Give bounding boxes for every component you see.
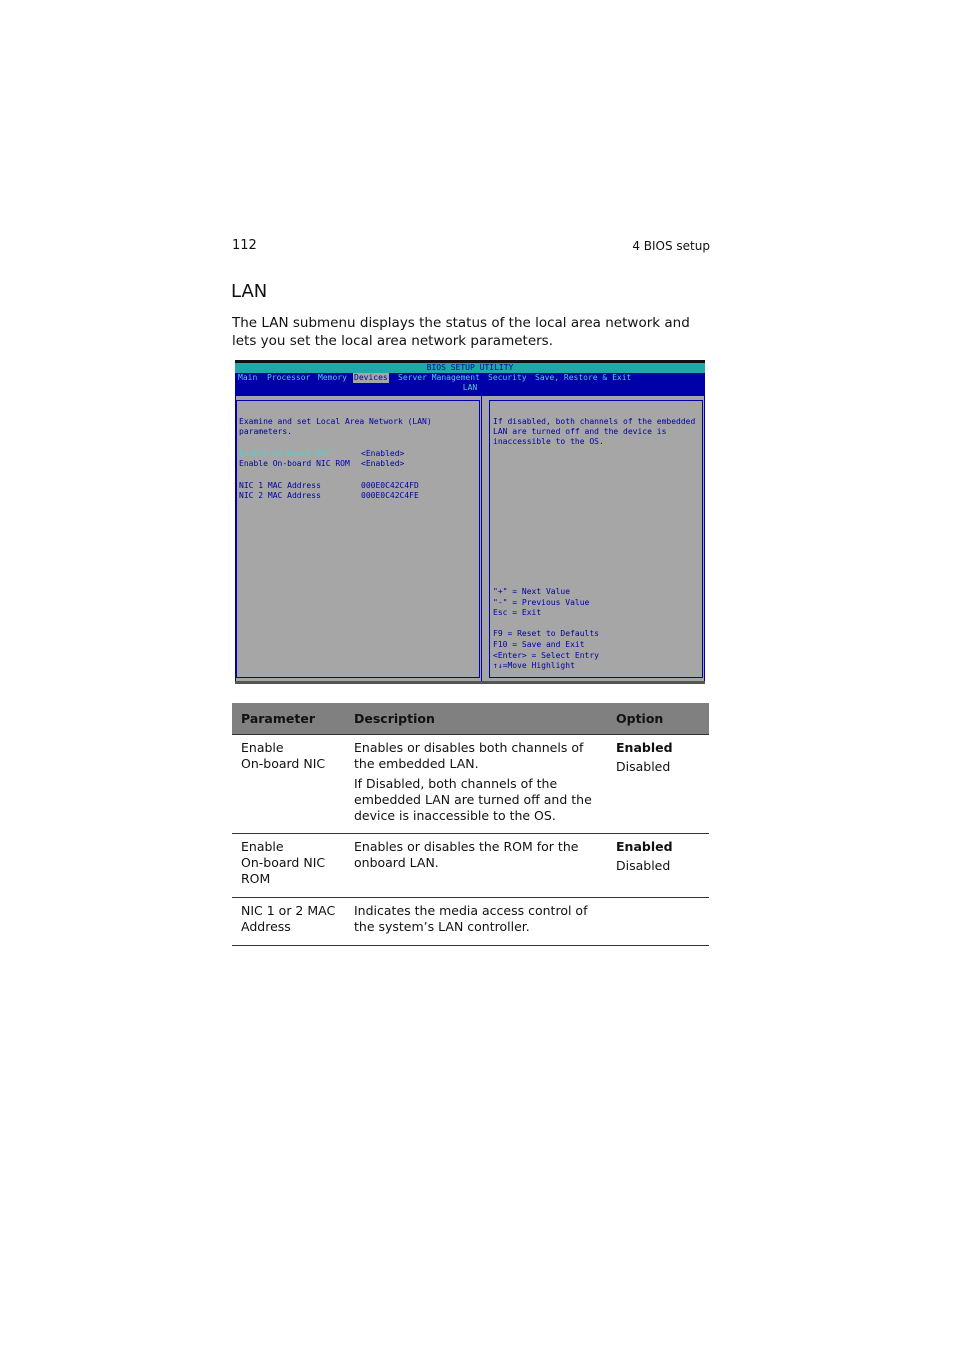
description-text: Enables or disables both channels of the embedded LAN.	[354, 740, 584, 771]
description-text: Indicates the media access control of the system’s LAN controller.	[354, 903, 588, 934]
bios-screenshot	[235, 360, 705, 684]
bios-menu-main[interactable]: Main	[238, 373, 258, 382]
bios-key-previous-value: "-" = Previous Value	[493, 598, 590, 607]
bios-description-line: Examine and set Local Area Network (LAN)	[239, 417, 432, 426]
bios-submenu-title: LAN	[235, 383, 705, 395]
option-cell	[607, 839, 709, 897]
param-text: ROM	[241, 871, 271, 886]
bios-menu-security[interactable]: Security	[488, 373, 527, 382]
bios-description-line: parameters.	[239, 427, 292, 436]
param-text: Enable	[241, 740, 284, 755]
bios-key-exit: Esc = Exit	[493, 608, 542, 617]
intro-paragraph: The LAN submenu displays the status of the local area network and lets you set the local area network parameters.	[232, 315, 690, 349]
bios-menu-memory[interactable]: Memory	[318, 373, 347, 382]
running-head: 4 BIOS setup	[632, 239, 710, 253]
param-text: NIC 1 or 2 MAC	[241, 903, 336, 918]
bios-key-move-highlight: ↑↓=Move Highlight	[493, 661, 575, 670]
bios-bottom-border	[235, 681, 705, 684]
header-parameter: Parameter	[241, 710, 315, 726]
bios-help-line: LAN are turned off and the device is	[493, 427, 667, 436]
parameter-table	[232, 703, 709, 946]
param-cell	[232, 903, 345, 945]
bios-key-reset-defaults: F9 = Reset to Defaults	[493, 629, 599, 638]
bios-help-line: inaccessible to the OS.	[493, 437, 604, 446]
bios-menu-devices[interactable]: Devices	[354, 373, 388, 382]
bios-value-nic2-mac: 000E0C42C4FE	[361, 491, 419, 500]
option-cell	[607, 740, 709, 833]
table-header	[232, 703, 709, 734]
param-text: On-board NIC	[241, 855, 326, 870]
param-cell	[232, 839, 345, 897]
param-text: Enable	[241, 839, 284, 854]
description-text: Enables or disables the ROM for the onboard LAN.	[354, 839, 579, 870]
header-description: Description	[354, 710, 435, 726]
bios-value-enable-nic-rom[interactable]: <Enabled>	[361, 459, 405, 468]
page-number: 112	[232, 238, 257, 253]
bios-title: BIOS SETUP UTILITY	[235, 363, 705, 373]
bios-divider	[481, 396, 482, 683]
option-cell	[607, 903, 709, 945]
bios-menu-save-restore-exit[interactable]: Save, Restore & Exit	[535, 373, 632, 382]
bios-item-nic2-mac: NIC 2 MAC Address	[239, 491, 321, 500]
bios-key-next-value: "+" = Next Value	[493, 587, 571, 596]
description-cell	[345, 740, 607, 833]
bios-item-enable-nic[interactable]: Enable On-board NIC	[239, 449, 331, 458]
param-text: Address	[241, 919, 291, 934]
option-default: Enabled	[616, 839, 673, 854]
bios-item-enable-nic-rom[interactable]: Enable On-board NIC ROM	[239, 459, 350, 468]
param-cell	[232, 740, 345, 833]
bios-value-nic1-mac: 000E0C42C4FD	[361, 481, 419, 490]
table-row	[232, 734, 709, 834]
bios-menu-server-management[interactable]: Server Management	[398, 373, 480, 382]
bios-menu-bar	[235, 373, 705, 383]
bios-left-panel	[236, 400, 480, 678]
bios-key-save-exit: F10 = Save and Exit	[493, 640, 585, 649]
header-option: Option	[616, 710, 664, 726]
section-title: LAN	[231, 281, 268, 302]
description-cell	[345, 903, 607, 945]
option-other: Disabled	[616, 858, 671, 873]
bios-value-enable-nic[interactable]: <Enabled>	[361, 449, 405, 458]
bios-item-nic1-mac: NIC 1 MAC Address	[239, 481, 321, 490]
table-row	[232, 898, 709, 946]
bios-help-line: If disabled, both channels of the embedded	[493, 417, 696, 426]
option-other: Disabled	[616, 759, 671, 774]
bios-menu-processor[interactable]: Processor	[267, 373, 311, 382]
description-text: If Disabled, both channels of the embedded LAN are turned off and the device is inaccessible to the OS.	[354, 776, 592, 823]
option-default: Enabled	[616, 740, 673, 755]
description-cell	[345, 839, 607, 897]
table-row	[232, 834, 709, 898]
bios-key-select-entry: <Enter> = Select Entry	[493, 651, 599, 660]
param-text: On-board NIC	[241, 756, 326, 771]
